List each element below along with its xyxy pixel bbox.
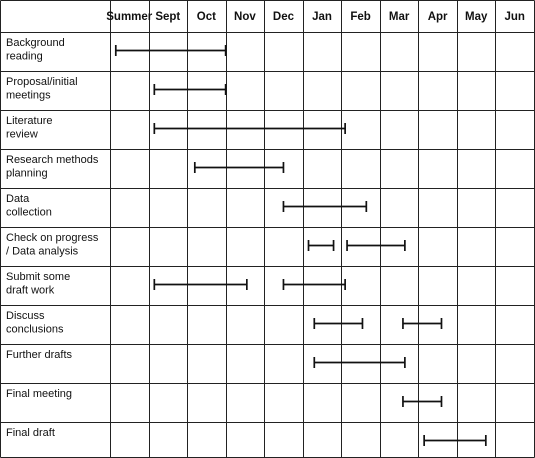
task-label — [6, 76, 78, 102]
task-label-line: Discuss — [6, 310, 45, 322]
column-header-nov: Nov — [234, 11, 256, 23]
task-label-line: Check on progress — [6, 232, 99, 244]
column-header-jan: Jan — [312, 11, 332, 23]
task-label-line: Submit some — [6, 271, 71, 283]
task-label — [6, 37, 65, 63]
task-label-line: Proposal/initial — [6, 76, 78, 88]
task-label-line: reading — [6, 50, 43, 63]
task-label-line: review — [6, 128, 38, 141]
task-label — [6, 232, 99, 258]
task-label-line: / Data analysis — [6, 245, 79, 258]
task-labels — [6, 37, 99, 439]
task-label — [6, 349, 73, 361]
task-bar — [283, 279, 345, 290]
task-label — [6, 427, 55, 439]
task-label-line: planning — [6, 167, 48, 180]
task-bar — [403, 318, 442, 329]
task-label-line: Data — [6, 193, 30, 205]
task-bar — [116, 45, 226, 56]
task-label — [6, 154, 99, 180]
column-header-sept: Sept — [155, 11, 181, 23]
task-label-line: Literature — [6, 115, 53, 127]
task-bar — [314, 357, 405, 368]
task-bar — [195, 162, 284, 173]
task-label-line: Research methods — [6, 154, 99, 166]
task-label — [6, 193, 52, 219]
column-header-jun: Jun — [504, 11, 525, 23]
task-label-line: conclusions — [6, 323, 64, 336]
month-header-row — [106, 11, 525, 23]
column-header-feb: Feb — [350, 11, 371, 23]
task-label — [6, 310, 64, 336]
task-bar — [283, 201, 366, 212]
column-header-oct: Oct — [196, 11, 216, 23]
task-label-line: draft work — [6, 284, 55, 297]
task-label — [6, 271, 70, 297]
column-header-summer: Summer — [106, 11, 153, 23]
task-bar — [347, 240, 405, 251]
task-bars — [116, 45, 486, 446]
task-label-line: Final draft — [6, 427, 55, 439]
task-bar — [314, 318, 362, 329]
column-header-apr: Apr — [427, 11, 448, 23]
column-header-mar: Mar — [388, 11, 410, 23]
task-label-line: Background — [6, 37, 65, 49]
task-label-line: Further drafts — [6, 349, 73, 361]
task-label — [6, 388, 72, 400]
column-header-may: May — [464, 11, 488, 23]
task-bar — [154, 84, 225, 95]
task-label — [6, 115, 52, 141]
task-bar — [154, 123, 345, 134]
task-label-line: meetings — [6, 89, 51, 102]
task-bar — [403, 396, 442, 407]
task-bar — [309, 240, 334, 251]
task-bar — [424, 435, 486, 446]
task-bar — [154, 279, 247, 290]
task-label-line: collection — [6, 206, 52, 219]
grid — [1, 1, 535, 458]
task-label-line: Final meeting — [6, 388, 73, 400]
column-header-dec: Dec — [272, 11, 295, 23]
